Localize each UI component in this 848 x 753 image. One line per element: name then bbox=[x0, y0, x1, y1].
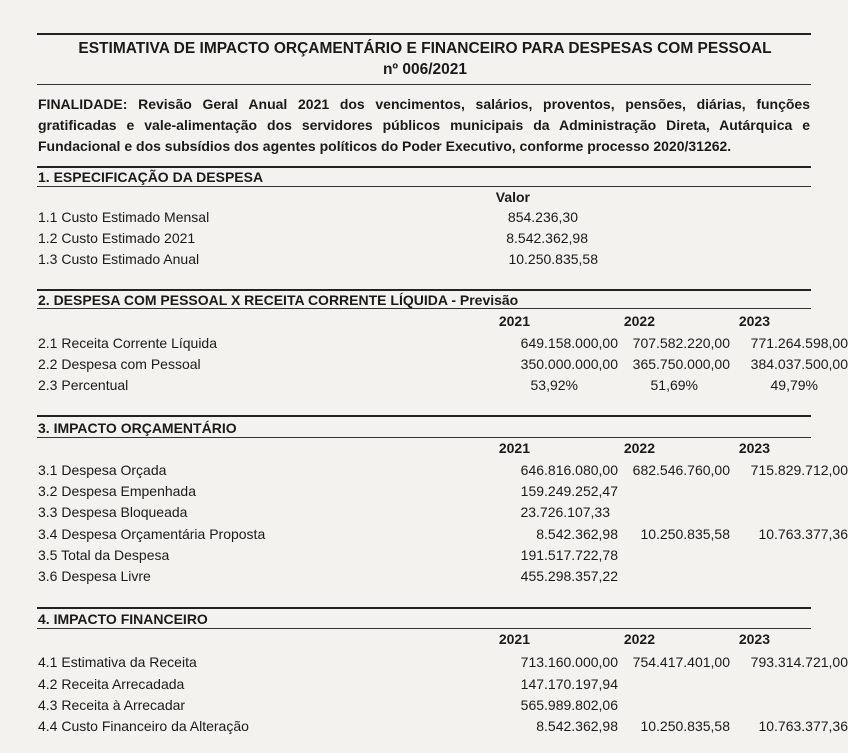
s2-row-1 bbox=[38, 333, 848, 353]
value-2021: 159.249.252,47 bbox=[520, 483, 618, 499]
s4-col-2021: 2021 bbox=[498, 631, 530, 647]
row-label: 2.2 Despesa com Pessoal bbox=[38, 356, 201, 372]
row-label: 1.1 Custo Estimado Mensal bbox=[38, 209, 210, 225]
value-2023: 715.829.712,00 bbox=[750, 462, 848, 478]
section-4-rule bbox=[37, 607, 811, 609]
top-rule bbox=[37, 33, 811, 35]
s1-row-3 bbox=[38, 249, 812, 269]
value-2021: 350.000.000,00 bbox=[520, 356, 618, 372]
section-2-underline bbox=[37, 308, 811, 309]
row-label: 4.2 Receita Arrecadada bbox=[38, 676, 185, 692]
section-3-underline bbox=[37, 437, 811, 438]
value-2022: 10.250.835,58 bbox=[640, 718, 730, 734]
value-2021: 646.816.080,00 bbox=[520, 462, 618, 478]
s1-col-valor: Valor bbox=[495, 189, 530, 205]
section-3-rule bbox=[37, 415, 811, 417]
value-2022: 51,69% bbox=[650, 377, 698, 393]
s4-row-2 bbox=[38, 674, 812, 694]
s3-row-6 bbox=[38, 566, 812, 586]
s4-row-3 bbox=[38, 695, 812, 715]
s1-row-2 bbox=[38, 228, 812, 248]
row-value: 854.236,30 bbox=[507, 209, 578, 225]
title-line-1: ESTIMATIVA DE IMPACTO ORÇAMENTÁRIO E FINANCEIRO PARA DESPESAS COM PESSOAL bbox=[78, 40, 772, 57]
s3-row-1 bbox=[38, 460, 848, 480]
section-4-heading: 4. IMPACTO FINANCEIRO bbox=[38, 611, 208, 627]
row-label: 3.2 Despesa Empenhada bbox=[38, 483, 196, 499]
row-label: 4.1 Estimativa da Receita bbox=[38, 654, 197, 670]
section-2-heading: 2. DESPESA COM PESSOAL X RECEITA CORRENTE LÍQUIDA - Previsão bbox=[38, 292, 519, 308]
section-1-underline bbox=[37, 186, 811, 187]
s2-col-2023: 2023 bbox=[738, 313, 770, 329]
value-2022: 754.417.401,00 bbox=[632, 654, 730, 670]
row-label: 3.1 Despesa Orçada bbox=[38, 462, 167, 478]
value-2021: 8.542.362,98 bbox=[536, 526, 618, 542]
s3-row-2 bbox=[38, 481, 812, 501]
s3-row-5 bbox=[38, 545, 812, 565]
value-2022: 10.250.835,58 bbox=[640, 526, 730, 542]
s4-col-2023: 2023 bbox=[738, 631, 770, 647]
s3-col-2022: 2022 bbox=[623, 440, 655, 456]
value-2021: 455.298.357,22 bbox=[520, 568, 618, 584]
s1-row-1 bbox=[38, 207, 812, 227]
s4-row-4 bbox=[38, 716, 848, 736]
purpose-text: FINALIDADE: Revisão Geral Anual 2021 dos vencimentos, salários, proventos, pensões, diárias, funções gratificadas e vale-alimentação dos servidores públicos municipais da Administração Direta, Autárquica e Fundacional e dos subsídios dos agentes políticos do Poder Executivo, conforme processo 2020/31262. bbox=[38, 96, 810, 154]
page-title bbox=[40, 38, 810, 80]
value-2023: 771.264.598,00 bbox=[750, 335, 848, 351]
section-4-underline bbox=[37, 628, 811, 629]
s3-col-2023: 2023 bbox=[738, 440, 770, 456]
row-label: 3.4 Despesa Orçamentária Proposta bbox=[38, 526, 266, 542]
s3-row-3 bbox=[38, 502, 812, 522]
value-2023: 10.763.377,36 bbox=[758, 526, 848, 542]
row-value: 10.250.835,58 bbox=[508, 251, 598, 267]
s3-row-4 bbox=[38, 524, 848, 544]
value-2022: 682.546.760,00 bbox=[632, 462, 730, 478]
row-value: 8.542.362,98 bbox=[506, 230, 588, 246]
row-label: 1.2 Custo Estimado 2021 bbox=[38, 230, 196, 246]
s2-col-2021: 2021 bbox=[498, 313, 530, 329]
value-2023: 384.037.500,00 bbox=[750, 356, 848, 372]
title-line-2: nº 006/2021 bbox=[382, 61, 468, 78]
row-label: 4.4 Custo Financeiro da Alteração bbox=[38, 718, 249, 734]
row-label: 3.5 Total da Despesa bbox=[38, 547, 170, 563]
s4-col-2022: 2022 bbox=[623, 631, 655, 647]
row-label: 2.1 Receita Corrente Líquida bbox=[38, 335, 217, 351]
title-rule bbox=[37, 84, 811, 85]
section-3-heading: 3. IMPACTO ORÇAMENTÁRIO bbox=[38, 420, 237, 436]
s3-col-2021: 2021 bbox=[498, 440, 530, 456]
s2-row-3 bbox=[38, 375, 818, 395]
value-2022: 707.582.220,00 bbox=[632, 335, 730, 351]
row-label: 3.3 Despesa Bloqueada bbox=[38, 504, 188, 520]
section-1-heading: 1. ESPECIFICAÇÃO DA DESPESA bbox=[38, 169, 264, 185]
row-label: 4.3 Receita à Arrecadar bbox=[38, 697, 186, 713]
value-2023: 793.314.721,00 bbox=[750, 654, 848, 670]
value-2022: 365.750.000,00 bbox=[632, 356, 730, 372]
s4-row-1 bbox=[38, 652, 848, 672]
value-2021: 147.170.197,94 bbox=[520, 676, 618, 692]
value-2021: 713.160.000,00 bbox=[520, 654, 618, 670]
value-2021: 23.726.107,33 bbox=[520, 504, 610, 520]
value-2023: 10.763.377,36 bbox=[758, 718, 848, 734]
value-2023: 49,79% bbox=[770, 377, 818, 393]
value-2021: 8.542.362,98 bbox=[536, 718, 618, 734]
value-2021: 53,92% bbox=[530, 377, 578, 393]
row-label: 3.6 Despesa Livre bbox=[38, 568, 151, 584]
s2-col-2022: 2022 bbox=[623, 313, 655, 329]
value-2021: 191.517.722,78 bbox=[520, 547, 618, 563]
value-2021: 649.158.000,00 bbox=[520, 335, 618, 351]
value-2021: 565.989.802,06 bbox=[520, 697, 618, 713]
s2-row-2 bbox=[38, 354, 848, 374]
row-label: 2.3 Percentual bbox=[38, 377, 129, 393]
row-label: 1.3 Custo Estimado Anual bbox=[38, 251, 200, 267]
